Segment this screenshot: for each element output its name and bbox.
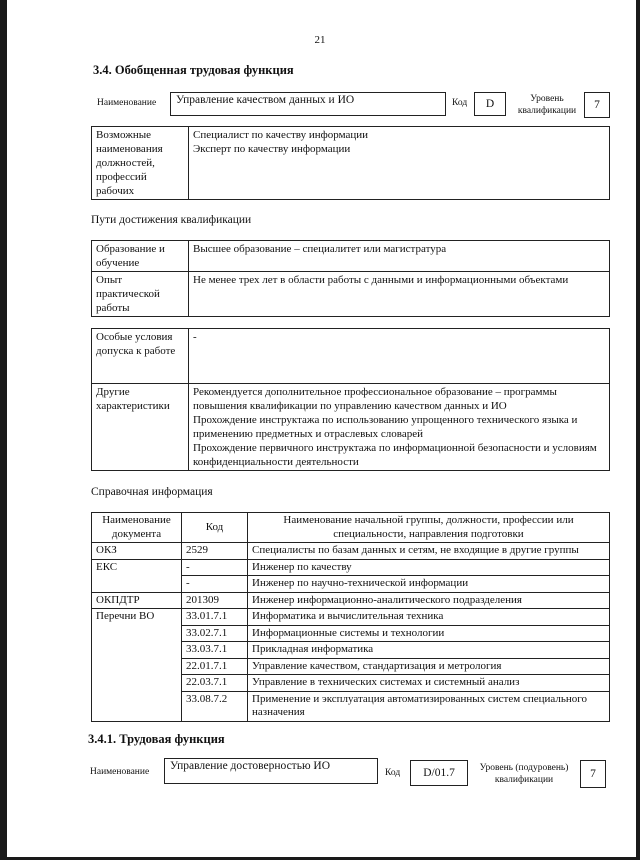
other-characteristics-label: Другие характеристики (92, 384, 189, 471)
position-item: Эксперт по качеству информации (193, 143, 351, 155)
ref-doc-okpdtr: ОКПДТР (92, 592, 182, 609)
footer-level-label (472, 762, 576, 786)
ref-code: 22.01.7.1 (182, 658, 248, 675)
scan-border-left (0, 0, 7, 860)
ref-code: 33.08.7.2 (182, 691, 248, 721)
header-code-value: D (474, 92, 506, 116)
header-name-label: Наименование (97, 98, 157, 108)
footer-level-label-line2: квалификации (494, 775, 554, 785)
footer-level-label-line1: Уровень (подуровень) (479, 763, 569, 773)
header-level-label-line1: Уровень (530, 94, 564, 104)
ref-code: 201309 (182, 592, 248, 609)
ref-doc-okz: ОКЗ (92, 543, 182, 560)
table-row (92, 559, 610, 576)
scan-border-right (636, 0, 640, 860)
education-table (91, 240, 610, 317)
ref-code: 33.02.7.1 (182, 625, 248, 642)
position-item: Специалист по качеству информации (193, 129, 369, 141)
ref-name: Управление качеством, стандартизация и метрология (248, 658, 610, 675)
footer-code-value: D/01.7 (410, 760, 468, 786)
ref-code: - (182, 559, 248, 576)
footer-code-label: Код (385, 768, 401, 778)
experience-label: Опыт практической работы (92, 272, 189, 317)
subsection-title: 3.4.1. Трудовая функция (88, 732, 225, 746)
ref-name: Специалисты по базам данных и сетям, не входящие в другие группы (248, 543, 610, 560)
ref-name: Инженер по научно-технической информации (248, 576, 610, 593)
ref-name: Прикладная информатика (248, 642, 610, 659)
ref-name: Информатика и вычислительная техника (248, 609, 610, 626)
ref-code: 22.03.7.1 (182, 675, 248, 692)
paths-title: Пути достижения квалификации (91, 214, 252, 226)
table-row (92, 609, 610, 626)
ref-doc-eks: ЕКС (92, 559, 182, 592)
education-value: Высшее образование – специалитет или магистратура (189, 241, 610, 272)
access-conditions-label: Особые условия допуска к работе (92, 329, 189, 384)
access-conditions-value: - (189, 329, 610, 384)
conditions-table (91, 328, 610, 471)
header-level-label (512, 93, 582, 117)
header-code-label: Код (452, 98, 468, 108)
ref-name: Управление в технических системах и системный анализ (248, 675, 610, 692)
experience-value: Не менее трех лет в области работы с данными и информационными объектами (189, 272, 610, 317)
ref-header-name: Наименование начальной группы, должности, профессии или специальности, направления подготовки (248, 513, 610, 543)
page-number: 21 (314, 34, 326, 46)
reference-table (91, 512, 610, 722)
positions-values (189, 127, 610, 200)
positions-table (91, 126, 610, 200)
footer-name-value: Управление достоверностью ИО (164, 758, 378, 784)
ref-name: Информационные системы и технологии (248, 625, 610, 642)
header-level-label-line2: квалификации (517, 106, 577, 116)
footer-level-value: 7 (580, 760, 606, 788)
reference-title: Справочная информация (91, 486, 213, 498)
ref-name: Применение и эксплуатация автоматизированных систем специального назначения (248, 691, 610, 721)
characteristic-item: Рекомендуется дополнительное профессиональное образование – программы повышения квалификации по управлению качеством данных и ИО (193, 386, 557, 412)
footer-name-label: Наименование (90, 767, 150, 777)
header-level-value: 7 (584, 92, 610, 118)
ref-name: Инженер информационно-аналитического подразделения (248, 592, 610, 609)
other-characteristics-values (189, 384, 610, 471)
positions-label: Возможные наименования должностей, профессий рабочих (92, 127, 189, 200)
ref-code: 2529 (182, 543, 248, 560)
characteristic-item: Прохождение первичного инструктажа по информационной безопасности и условиям конфиденциальности деятельности (193, 442, 597, 468)
ref-code: - (182, 576, 248, 593)
ref-name: Инженер по качеству (248, 559, 610, 576)
ref-code: 33.03.7.1 (182, 642, 248, 659)
characteristic-item: Прохождение инструктажа по использованию упрощенного технического языка и применению предметных и отраслевых словарей (193, 414, 578, 440)
section-title: 3.4. Обобщенная трудовая функция (93, 63, 294, 77)
education-label: Образование и обучение (92, 241, 189, 272)
ref-header-code: Код (182, 513, 248, 543)
ref-doc-vo: Перечни ВО (92, 609, 182, 722)
header-name-value: Управление качеством данных и ИО (170, 92, 446, 116)
ref-code: 33.01.7.1 (182, 609, 248, 626)
table-row (92, 543, 610, 560)
ref-header-document: Наименование документа (92, 513, 182, 543)
table-row (92, 592, 610, 609)
